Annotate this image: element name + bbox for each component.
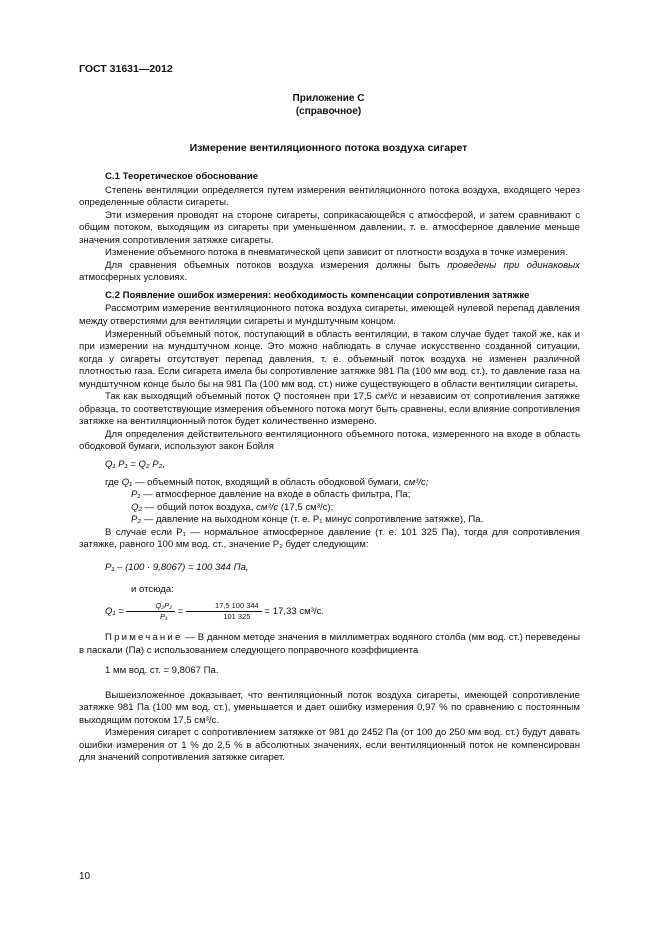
appendix-title: Приложение С <box>292 93 365 104</box>
appendix-subtitle: (справочное) <box>295 106 362 117</box>
paragraph: Для сравнения объемных потоков воздуха измерения должны быть проведены при одинаковых атмосферных условиях. <box>79 259 580 284</box>
page-title: Измерение вентиляционного потока воздуха сигарет <box>189 142 468 154</box>
fraction: $\frac{\text{Q₂P₂}}{\text{P₁}}$ <box>126 601 175 622</box>
definition-item: где Q₁ — объемный поток, входящий в область ободковой бумаги, см³/с; <box>105 476 429 488</box>
section-2-heading: С.2 Появление ошибок измерения: необходимость компенсации сопротивления затяжке <box>105 289 530 301</box>
flow-equation: Q₁ = $\frac{\text{Q₂P₂}}{\text{P₁}}$ = $\frac{17,5 100 344}{101 325}$ = 17,33 см³/с. <box>105 600 325 621</box>
definition-item: P₂ — давление на выходном конце (т. е. P₁ минус сопротивление затяжке), Па. <box>131 514 484 526</box>
conversion-formula: 1 мм вод. ст. = 9,8067 Па. <box>105 665 219 677</box>
appendix-heading <box>79 92 578 118</box>
document-header: ГОСТ 31631—2012 <box>79 63 173 75</box>
paragraph: Измеренный объемный поток, поступающий в область вентиляции, в таком случае будет такой же, как и при измерении на мундштучном конце. Это можно наблюдать в случае искусственно созданной ситуации, когда у сигареты отсутствует перепад давления, т. е. объемный поток воздуха не изменен различной плотностью газа. Если сигарета имела бы сопротивление затяжке 981 Па (100 мм вод. ст.), то давление газа на мундштучном конце было бы на 981 Па (100 мм вод. ст.) ниже существующего в области вентиляции сигареты. <box>79 328 580 390</box>
boyle-law-formula: Q₁ P₁ = Q₂ P₂, <box>105 459 166 471</box>
paragraph: Так как выходящий объемный поток Q постоянен при 17,5 см³/с и независим от сопротивления затяжке образца, то соответствующие измерения объемного потока могут быть сравнены, если влияние сопротивления затяжке на вентиляционный поток будет количественно измерено. <box>79 391 580 428</box>
page-number: 10 <box>79 871 91 882</box>
section-1-heading: С.1 Теоретическое обоснование <box>105 171 259 182</box>
paragraph: В случае если P₁ — нормальное атмосферное давление (т. е. 101 325 Па), тогда для сопротивления затяжке, равного 100 мм вод. ст., значение P₂ будет следующим: <box>79 526 580 551</box>
note: Примечание — В данном методе значения в миллиметрах водяного столба (мм вод. ст.) переведены в паскали (Па) с использованием следующего поправочного коэффициента <box>79 631 580 656</box>
paragraph: Для определения действительного вентиляционного объемного потока, измеренного на входе в область ободковой бумаги, используют закон Бойля <box>79 428 580 453</box>
and-hence-label: и отсюда: <box>131 584 174 596</box>
document-body <box>79 171 580 765</box>
paragraph: Эти измерения проводят на стороне сигареты, соприкасающейся с атмосферой, и затем сравнивают с общим потоком, выходящим из сигареты при уменьшенном давлении, т. е. атмосферное давление меньше значения сопротивления затяжке сигареты. <box>79 209 580 246</box>
paragraph: Изменение объемного потока в пневматической цепи зависит от плотности воздуха в точке измерения. <box>105 247 568 259</box>
definition-item: P₁ — атмосферное давление на входе в область фильтра, Па; <box>131 489 411 501</box>
definition-item: Q₂ — общий поток воздуха, см³/с (17,5 см³/с); <box>131 501 334 513</box>
paragraph: Измерения сигарет с сопротивлением затяжке от 981 до 2452 Па (от 100 до 250 мм вод. ст.) будут давать ошибки измерения от 1 % до 2,5 % в абсолютных значениях, если вентиляционный поток не компенсирован для значений сопротивления затяжке сигарет. <box>79 727 580 764</box>
fraction: $\frac{17,5 100 344}{101 325}$ <box>186 601 262 622</box>
paragraph: Вышеизложенное доказывает, что вентиляционный поток воздуха сигареты, имеющей сопротивление затяжке 981 Па (100 мм вод. ст.), уменьшается и дает ошибку измерения 0,97 % по сравнению с постоянным выходящим потоком 17,5 см³/с. <box>79 689 580 726</box>
pressure-equation: P₁ – (100 · 9,8067) = 100 344 Па, <box>105 561 249 573</box>
paragraph: Рассмотрим измерение вентиляционного потока воздуха сигареты, имеющей нулевой перепад давления между отверстиями для вентиляции сигареты и мундштучным концом. <box>79 303 580 328</box>
paragraph: Степень вентиляции определяется путем измерения вентиляционного потока воздуха, входящего через определенные области сигареты. <box>79 184 580 209</box>
